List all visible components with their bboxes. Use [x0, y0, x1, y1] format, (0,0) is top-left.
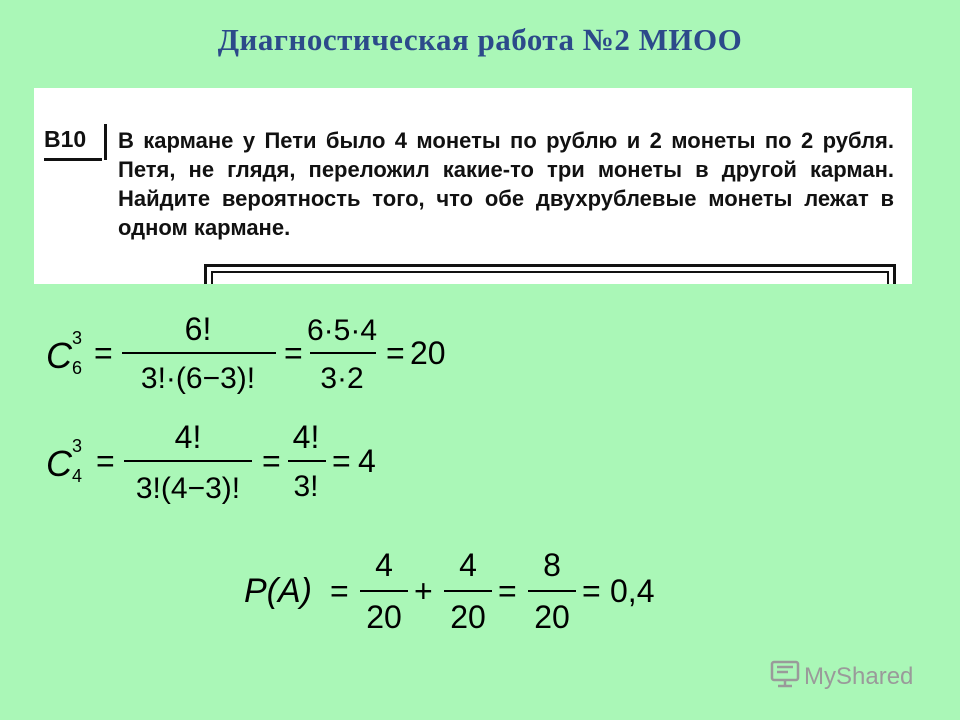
- formula2-num1: 4!: [174, 419, 202, 455]
- formula1-fraction-bar-1: [122, 352, 276, 354]
- formula2-eq1: =: [96, 443, 115, 479]
- formula2-fraction-bar-1: [124, 460, 252, 462]
- formula3-den1: 20: [366, 599, 402, 635]
- formula1-sub: 6: [72, 358, 83, 378]
- formula1-sup: 3: [72, 328, 83, 348]
- formula2-sup: 3: [72, 436, 83, 456]
- formula1-c: C: [46, 335, 72, 376]
- watermark-logo: [768, 656, 928, 696]
- formula3-plus: +: [414, 573, 433, 609]
- formula1-den1: 3!·(6−3)!: [140, 362, 256, 395]
- formula3-fraction-bar-3: [528, 590, 576, 592]
- formula1-eq3: =: [386, 335, 405, 371]
- formula3-num1: 4: [375, 547, 393, 583]
- label-underline: [44, 158, 102, 161]
- formula-combinations-4-3: [40, 416, 400, 516]
- task-text: В кармане у Пети было 4 монеты по рублю и 2 монеты по 2 рубля. Петя, не глядя, переложил какие-то три монеты в другой карман. Найдите вероятность того, что обе двухрублевые монеты лежат в одном кармане.: [118, 128, 894, 240]
- formula2-den1: 3!(4−3)!: [135, 472, 241, 505]
- formula3-num2: 4: [459, 547, 477, 583]
- formula1-fraction-bar-2: [310, 352, 376, 354]
- formula1-num1: 6!: [184, 311, 212, 347]
- formula3-eq2: =: [498, 573, 517, 609]
- formula2-c: C: [46, 443, 72, 484]
- projector-screen-icon: [772, 662, 798, 686]
- formula3-num3: 8: [543, 547, 561, 583]
- task-number-label: B10: [44, 126, 87, 152]
- formula-combinations-6-3: [40, 308, 460, 404]
- formula3-eq1: =: [330, 573, 349, 609]
- formula1-num2: 6·5·4: [306, 314, 378, 347]
- formula1-eq1: =: [94, 335, 113, 371]
- formula3-den3: 20: [534, 599, 570, 635]
- watermark-text: MyShared: [804, 663, 914, 690]
- formula3-lhs: P(A): [244, 572, 312, 610]
- formula2-sub: 4: [72, 466, 83, 486]
- formula2-eq3: =: [332, 443, 351, 479]
- formula2-result: 4: [358, 443, 376, 479]
- formula1-result: 20: [410, 335, 446, 371]
- formula2-eq2: =: [262, 443, 281, 479]
- page-title: Диагностическая работа №2 МИОО: [217, 22, 743, 57]
- formula3-fraction-bar-2: [444, 590, 492, 592]
- formula3-eq3: =: [582, 573, 601, 609]
- formula1-den2: 3·2: [320, 362, 364, 395]
- task-card: [34, 88, 912, 284]
- formula2-den2: 3!: [293, 470, 319, 503]
- formula3-result: 0,4: [610, 573, 655, 609]
- formula2-fraction-bar-2: [288, 460, 326, 462]
- answer-box: [204, 264, 896, 284]
- formula3-fraction-bar-1: [360, 590, 408, 592]
- label-divider: [104, 124, 107, 160]
- formula-probability: [240, 540, 680, 640]
- formula1-eq2: =: [284, 335, 303, 371]
- formula2-num2: 4!: [292, 419, 320, 455]
- formula3-den2: 20: [450, 599, 486, 635]
